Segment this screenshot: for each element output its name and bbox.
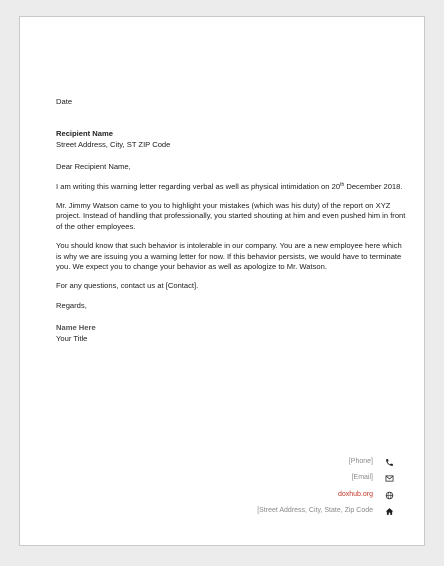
paragraph-1-text-end: December 2018. xyxy=(344,181,403,191)
contact-email: [Email] xyxy=(351,474,373,482)
sender-name: Name Here xyxy=(56,323,96,333)
contact-website[interactable]: doxhub.org xyxy=(337,490,373,498)
contact-phone: [Phone] xyxy=(348,457,373,465)
contact-address-row xyxy=(164,507,394,517)
contact-email-row xyxy=(164,474,394,484)
date-line: Date xyxy=(56,97,73,106)
home-icon xyxy=(385,507,394,516)
closing: Regards, xyxy=(56,300,87,310)
globe-icon xyxy=(385,491,394,500)
paragraph-1-superscript: th xyxy=(340,181,345,188)
recipient-name: Recipient Name xyxy=(56,129,113,139)
phone-icon xyxy=(385,458,394,467)
recipient-address: Street Address, City, ST ZIP Code xyxy=(56,139,171,149)
paragraph-1-text-start: I am writing this warning letter regarding verbal as well as physical intimidation on 20 xyxy=(56,181,341,191)
contact-block xyxy=(164,457,394,523)
paragraph-3: You should know that such behavior is intolerable in our company. You are a new employee here which is why we are issuing you a warning letter for now. If this behavior persists, we would have to terminate you. We expect you to change your behavior as well as apologize to Mr. Watson. xyxy=(56,241,402,272)
document-page xyxy=(19,16,425,546)
contact-phone-row xyxy=(164,457,394,467)
contact-website-row xyxy=(164,490,394,500)
envelope-icon xyxy=(385,474,394,483)
contact-address: [Street Address, City, State, Zip Code xyxy=(257,507,373,515)
paragraph-2: Mr. Jimmy Watson came to you to highlight your mistakes (which was his duty) of the report on XYZ project. Instead of handling that professionally, you started shouting at him and even pushed him in front of the other employees. xyxy=(56,201,406,231)
paragraph-1 xyxy=(56,182,406,192)
letter-body xyxy=(56,97,406,344)
paragraph-4: For any questions, contact us at [Contact]. xyxy=(56,281,199,291)
sender-title: Your Title xyxy=(56,333,88,343)
salutation: Dear Recipient Name, xyxy=(56,162,131,172)
